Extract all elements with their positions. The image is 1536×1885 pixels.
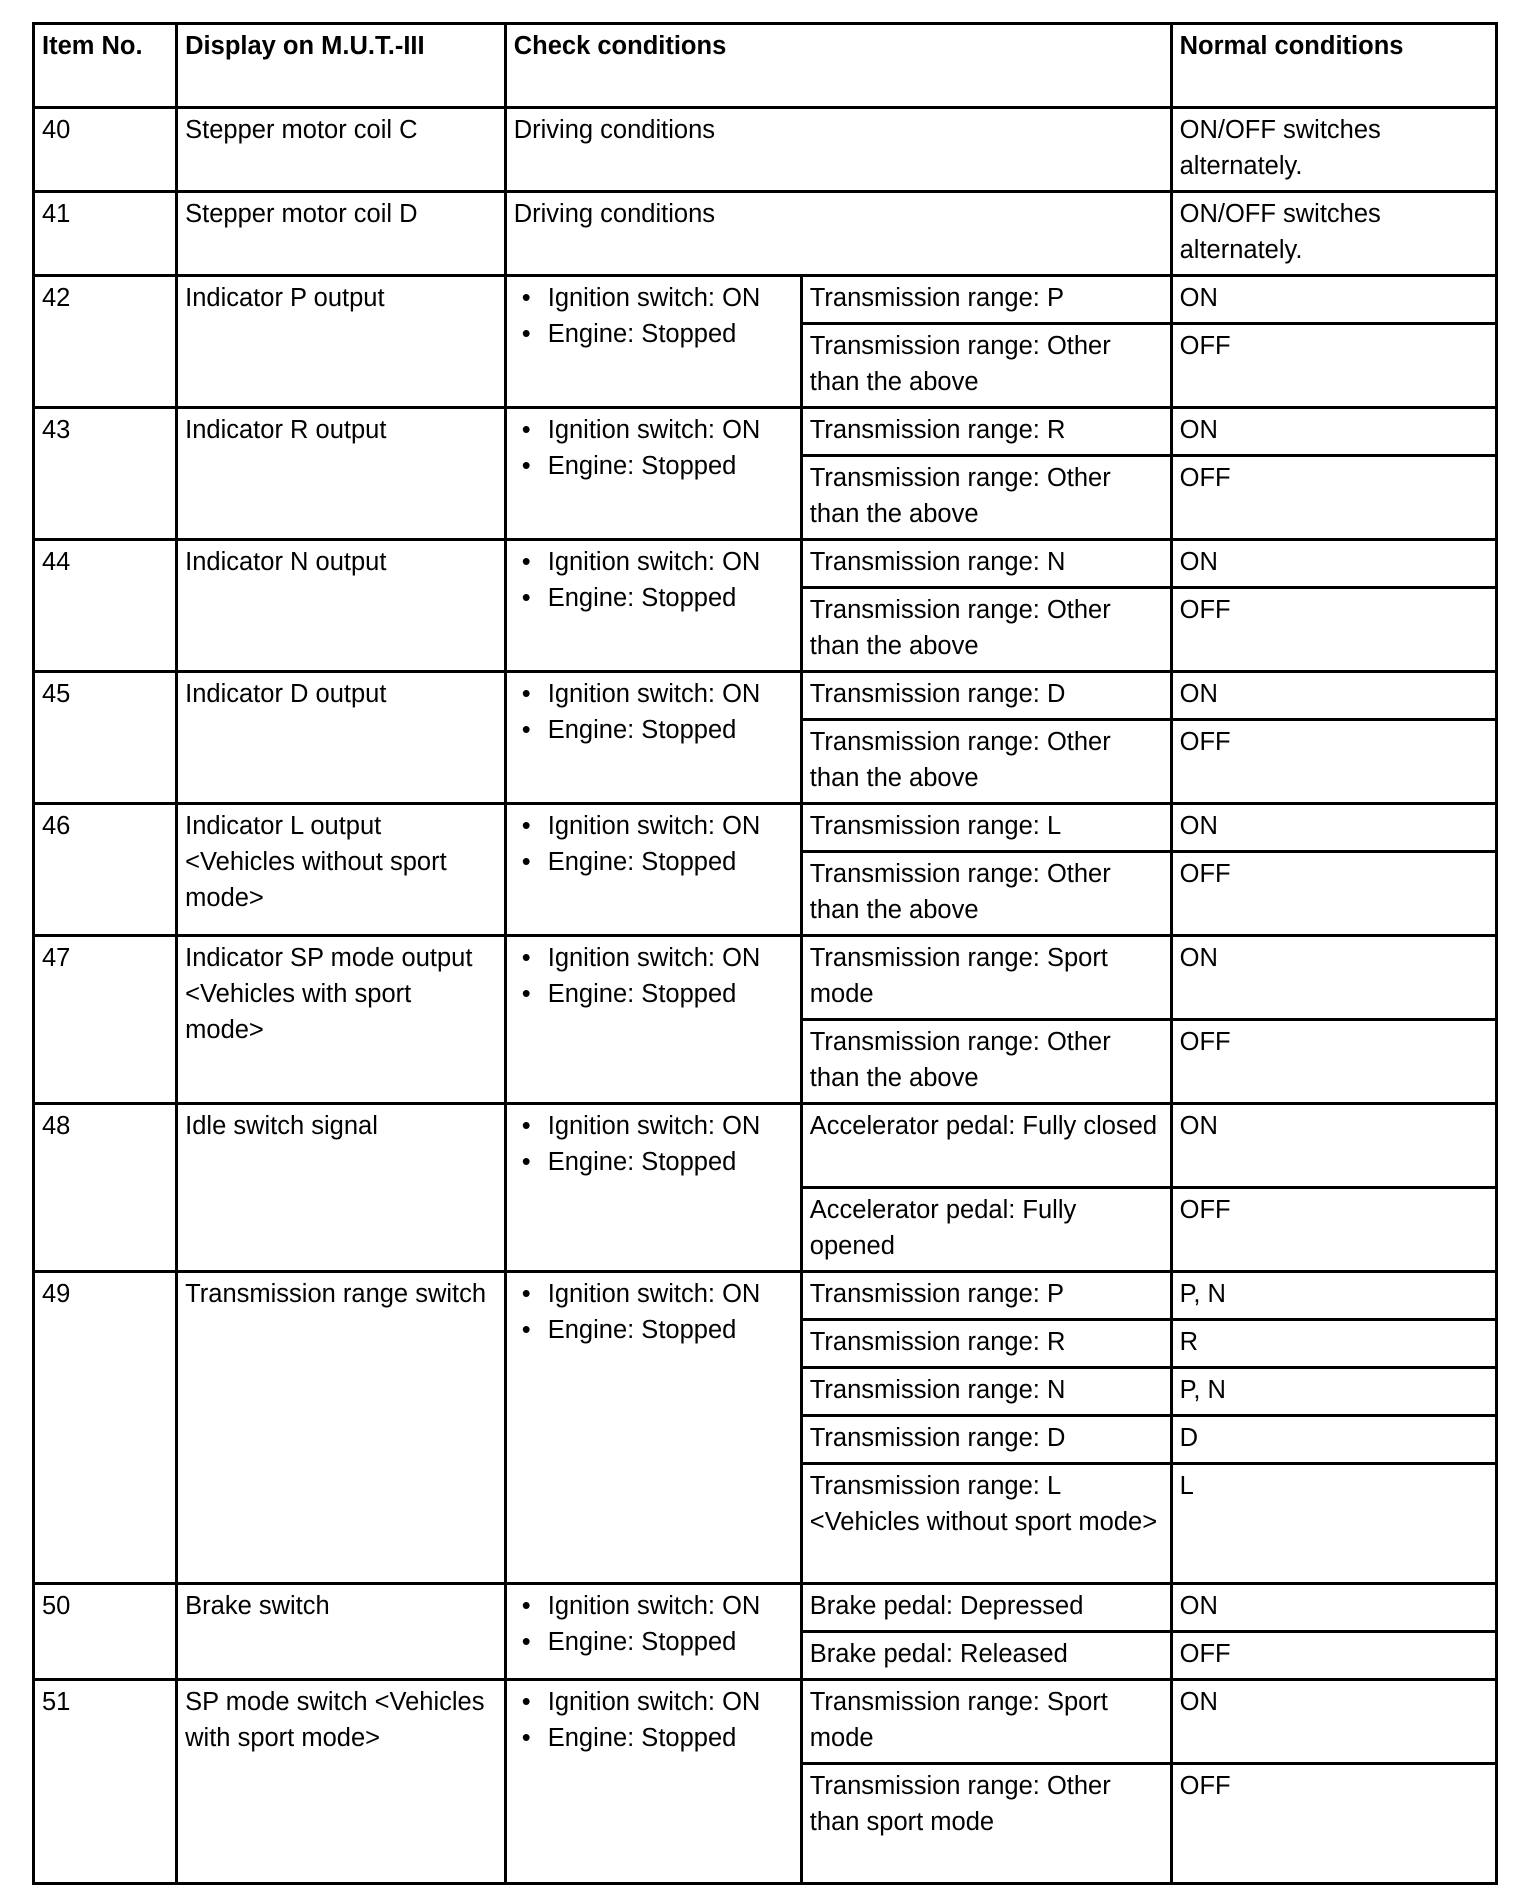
check-conditions: Driving conditions	[505, 108, 1171, 192]
item-number: 42	[34, 276, 177, 408]
item-number: 47	[34, 936, 177, 1104]
header-check-conditions: Check conditions	[505, 24, 1171, 108]
check-prerequisites	[505, 540, 801, 672]
normal-condition: OFF	[1171, 456, 1496, 540]
bullet-item: • Engine: Stopped	[548, 580, 793, 616]
check-condition: Transmission range: Sport mode	[801, 1680, 1171, 1764]
bullet-list	[514, 676, 793, 748]
check-conditions: Driving conditions	[505, 192, 1171, 276]
normal-condition: OFF	[1171, 1020, 1496, 1104]
table-row	[34, 276, 1497, 324]
normal-condition: D	[1171, 1416, 1496, 1464]
normal-condition: OFF	[1171, 852, 1496, 936]
bullet-list	[514, 544, 793, 616]
table-row	[34, 672, 1497, 720]
header-item-no: Item No.	[34, 24, 177, 108]
normal-condition: ON	[1171, 408, 1496, 456]
normal-condition: OFF	[1171, 1764, 1496, 1884]
normal-condition: ON	[1171, 1584, 1496, 1632]
bullet-item: • Engine: Stopped	[548, 448, 793, 484]
bullet-item: • Engine: Stopped	[548, 1144, 793, 1180]
check-condition: Transmission range: L	[801, 804, 1171, 852]
bullet-item: • Ignition switch: ON	[548, 544, 793, 580]
table-row	[34, 804, 1497, 852]
check-condition: Transmission range: N	[801, 1368, 1171, 1416]
table-row	[34, 1272, 1497, 1320]
normal-condition: OFF	[1171, 1188, 1496, 1272]
check-prerequisites	[505, 1104, 801, 1272]
check-condition: Brake pedal: Depressed	[801, 1584, 1171, 1632]
normal-condition: R	[1171, 1320, 1496, 1368]
item-number: 49	[34, 1272, 177, 1584]
normal-condition: OFF	[1171, 1632, 1496, 1680]
bullet-list	[514, 280, 793, 352]
bullet-list	[514, 940, 793, 1012]
item-number: 50	[34, 1584, 177, 1680]
bullet-item: • Engine: Stopped	[548, 844, 793, 880]
check-condition: Brake pedal: Released	[801, 1632, 1171, 1680]
bullet-list	[514, 1108, 793, 1180]
bullet-list	[514, 1276, 793, 1348]
check-condition: Transmission range: Other than the above	[801, 720, 1171, 804]
table-row	[34, 408, 1497, 456]
item-number: 40	[34, 108, 177, 192]
normal-condition: ON/OFF switches alternately.	[1171, 108, 1496, 192]
normal-condition: OFF	[1171, 324, 1496, 408]
check-prerequisites	[505, 408, 801, 540]
table-body	[34, 108, 1497, 1884]
check-condition: Transmission range: L <Vehicles without sport mode>	[801, 1464, 1171, 1584]
check-prerequisites	[505, 1680, 801, 1884]
bullet-item: • Engine: Stopped	[548, 316, 793, 352]
item-number: 46	[34, 804, 177, 936]
bullet-item: • Ignition switch: ON	[548, 808, 793, 844]
item-number: 45	[34, 672, 177, 804]
check-condition: Transmission range: Other than the above	[801, 1020, 1171, 1104]
display-name: Indicator D output	[177, 672, 506, 804]
check-condition: Transmission range: P	[801, 1272, 1171, 1320]
check-prerequisites	[505, 276, 801, 408]
bullet-list	[514, 1588, 793, 1660]
display-name: Indicator L output <Vehicles without sport mode>	[177, 804, 506, 936]
header-row	[34, 24, 1497, 108]
table-row	[34, 1584, 1497, 1632]
bullet-item: • Engine: Stopped	[548, 712, 793, 748]
check-condition: Transmission range: Other than sport mode	[801, 1764, 1171, 1884]
bullet-item: • Ignition switch: ON	[548, 1276, 793, 1312]
bullet-item: • Engine: Stopped	[548, 1624, 793, 1660]
check-condition: Transmission range: R	[801, 408, 1171, 456]
normal-condition: ON	[1171, 1680, 1496, 1764]
bullet-list	[514, 412, 793, 484]
display-name: Indicator R output	[177, 408, 506, 540]
display-name: Indicator N output	[177, 540, 506, 672]
check-condition: Transmission range: Other than the above	[801, 852, 1171, 936]
display-name: SP mode switch <Vehicles with sport mode>	[177, 1680, 506, 1884]
normal-condition: L	[1171, 1464, 1496, 1584]
bullet-item: • Ignition switch: ON	[548, 1684, 793, 1720]
bullet-list	[514, 808, 793, 880]
normal-condition: ON	[1171, 936, 1496, 1020]
normal-condition: OFF	[1171, 720, 1496, 804]
check-prerequisites	[505, 804, 801, 936]
mut-iii-data-table	[32, 22, 1498, 1885]
item-number: 43	[34, 408, 177, 540]
normal-condition: ON	[1171, 540, 1496, 588]
check-condition: Transmission range: N	[801, 540, 1171, 588]
bullet-item: • Ignition switch: ON	[548, 1588, 793, 1624]
item-number: 44	[34, 540, 177, 672]
display-name: Brake switch	[177, 1584, 506, 1680]
check-prerequisites	[505, 1584, 801, 1680]
check-condition: Transmission range: Other than the above	[801, 588, 1171, 672]
normal-condition: ON	[1171, 1104, 1496, 1188]
item-number: 41	[34, 192, 177, 276]
normal-condition: ON	[1171, 276, 1496, 324]
check-condition: Transmission range: P	[801, 276, 1171, 324]
table-row	[34, 1680, 1497, 1764]
normal-condition: OFF	[1171, 588, 1496, 672]
check-prerequisites	[505, 936, 801, 1104]
normal-condition: ON/OFF switches alternately.	[1171, 192, 1496, 276]
bullet-item: • Ignition switch: ON	[548, 940, 793, 976]
bullet-item: • Ignition switch: ON	[548, 412, 793, 448]
bullet-item: • Engine: Stopped	[548, 976, 793, 1012]
check-condition: Transmission range: R	[801, 1320, 1171, 1368]
display-name: Stepper motor coil D	[177, 192, 506, 276]
display-name: Indicator P output	[177, 276, 506, 408]
check-condition: Transmission range: Other than the above	[801, 456, 1171, 540]
display-name: Stepper motor coil C	[177, 108, 506, 192]
check-condition: Accelerator pedal: Fully opened	[801, 1188, 1171, 1272]
table-row	[34, 1104, 1497, 1188]
bullet-item: • Engine: Stopped	[548, 1720, 793, 1756]
table-row	[34, 936, 1497, 1020]
bullet-item: • Ignition switch: ON	[548, 1108, 793, 1144]
header-display: Display on M.U.T.-III	[177, 24, 506, 108]
check-condition: Transmission range: D	[801, 1416, 1171, 1464]
check-condition: Transmission range: D	[801, 672, 1171, 720]
header-normal-conditions: Normal conditions	[1171, 24, 1496, 108]
item-number: 48	[34, 1104, 177, 1272]
check-prerequisites	[505, 1272, 801, 1584]
normal-condition: P, N	[1171, 1368, 1496, 1416]
table-row	[34, 192, 1497, 276]
bullet-item: • Ignition switch: ON	[548, 280, 793, 316]
bullet-item: • Engine: Stopped	[548, 1312, 793, 1348]
normal-condition: ON	[1171, 672, 1496, 720]
display-name: Indicator SP mode output <Vehicles with sport mode>	[177, 936, 506, 1104]
normal-condition: P, N	[1171, 1272, 1496, 1320]
display-name: Idle switch signal	[177, 1104, 506, 1272]
bullet-list	[514, 1684, 793, 1756]
table-row	[34, 540, 1497, 588]
bullet-item: • Ignition switch: ON	[548, 676, 793, 712]
normal-condition: ON	[1171, 804, 1496, 852]
table-row	[34, 108, 1497, 192]
item-number: 51	[34, 1680, 177, 1884]
check-condition: Transmission range: Other than the above	[801, 324, 1171, 408]
check-condition: Accelerator pedal: Fully closed	[801, 1104, 1171, 1188]
check-condition: Transmission range: Sport mode	[801, 936, 1171, 1020]
check-prerequisites	[505, 672, 801, 804]
display-name: Transmission range switch	[177, 1272, 506, 1584]
